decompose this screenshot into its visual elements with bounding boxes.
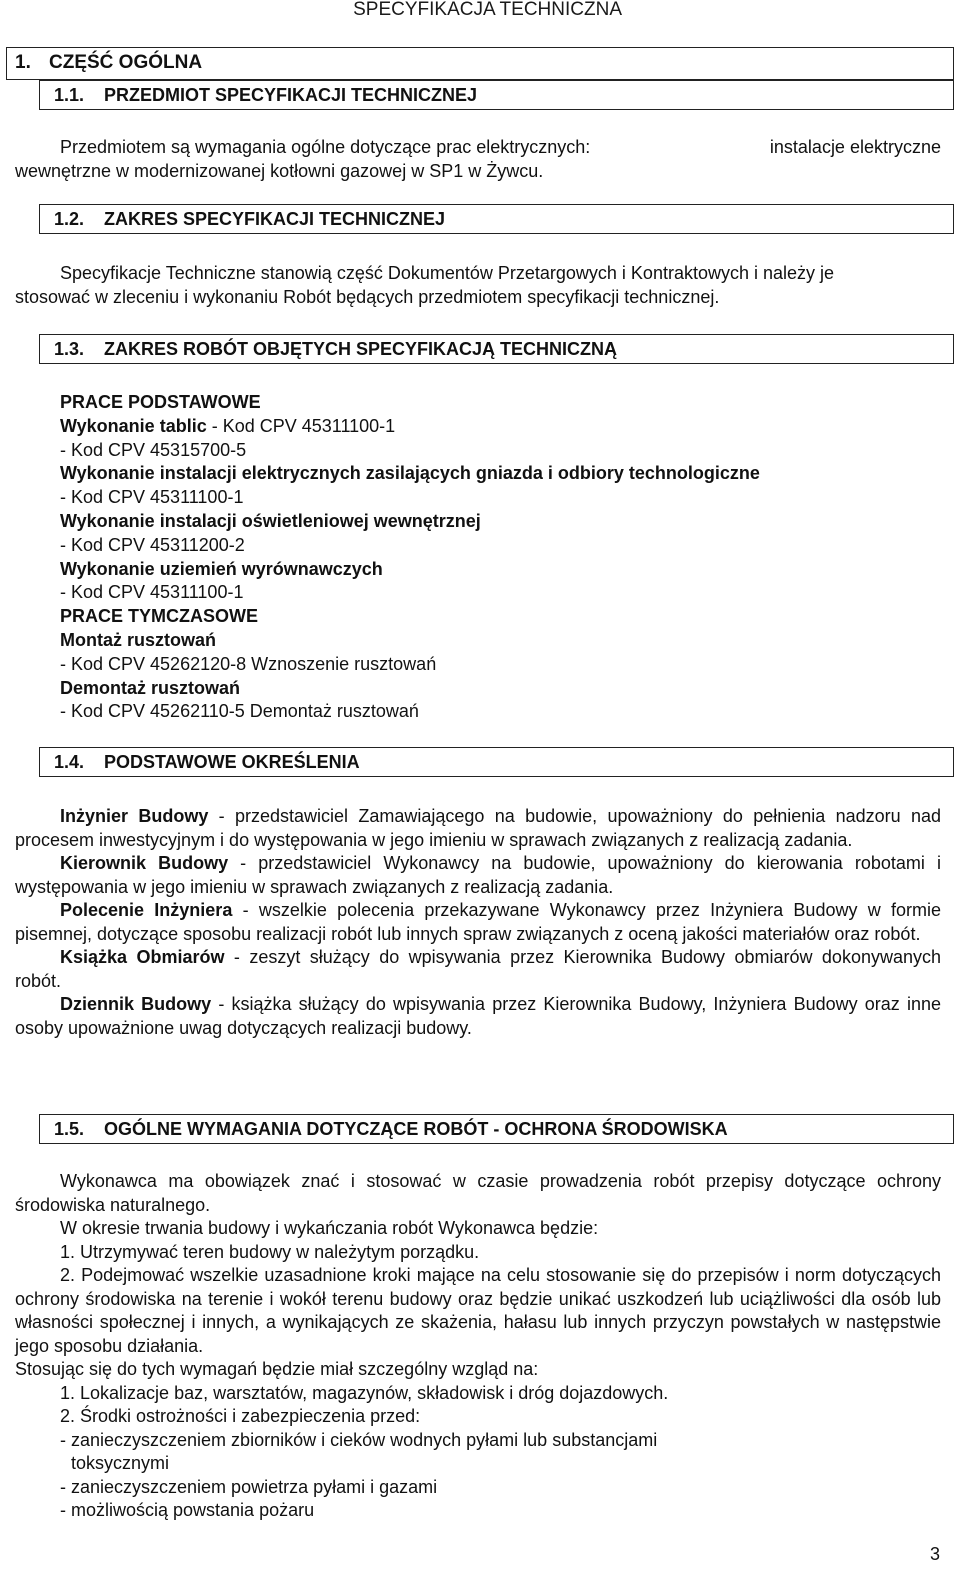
definition-3	[15, 899, 941, 946]
section-1-1-number: 1.1.	[54, 85, 85, 105]
item-4-code: - Kod CPV 45311100-1	[60, 582, 244, 603]
page-header-title: SPECYFIKACJA TECHNICZNA	[353, 0, 622, 20]
definition-1-text: - przedstawiciel Zamawiającego na budowie, upoważniony do pełnienia nadzoru nad procesem inwestycyjnym i do występowania w jego imieniu w sprawach związanych z realizacją zadania.	[15, 806, 942, 850]
item-6-code: - Kod CPV 45262110-5 Demontaż rusztowań	[60, 701, 419, 722]
env-paragraph-3: Stosując się do tych wymagań będzie miał szczególny wzgląd na:	[15, 1359, 539, 1379]
env-list-item-2: 2. Podejmować wszelkie uzasadnione kroki mające na celu stosowanie się do przepisów i norm dotyczących ochrony środowiska na terenie i wokół terenu budowy oraz będzie unikać uszkodzeń lub uciążliwości dla osób lub własności społecznej i innych, a wynikających ze skażenia, hałasu lub innych przyczyn powstałych w następstwie jego sposobu działania.	[15, 1265, 941, 1356]
section-1-1-heading-box	[39, 80, 954, 110]
env-paragraph-2: W okresie trwania budowy i wykańczania robót Wykonawca będzie:	[60, 1218, 599, 1238]
item-2-code: - Kod CPV 45311100-1	[60, 487, 244, 508]
env-subitem-1: - zanieczyszczeniem zbiorników i cieków wodnych pyłami lub substancjami	[60, 1429, 658, 1450]
definition-3-term: Polecenie Inżyniera	[60, 900, 233, 920]
item-2-bold: Wykonanie instalacji elektrycznych zasilających gniazda i odbiory technologiczne	[60, 463, 760, 484]
env-consideration-1: 1. Lokalizacje baz, warsztatów, magazynów, składowisk i dróg dojazdowych.	[60, 1382, 669, 1403]
item-6-bold: Demontaż rusztowań	[60, 677, 241, 698]
section-1-5-body	[15, 1170, 941, 1523]
env-list-item-1: 1. Utrzymywać teren budowy w należytym porządku.	[60, 1241, 480, 1262]
section-1-1-body	[15, 136, 941, 183]
section-1-4-body	[15, 805, 941, 1040]
item-1-bold: Wykonanie tablic	[60, 415, 207, 436]
section-1-1-text-part1: Przedmiotem są wymagania ogólne dotyczące prac elektrycznych:	[60, 137, 591, 157]
item-5-bold: Montaż rusztowań	[60, 629, 216, 650]
section-1-3-number: 1.3.	[54, 339, 85, 359]
definition-5-text: - książka służący do wpisywania przez Kierownika Budowy, Inżyniera Budowy oraz inne osoby upoważnione uwag dotyczących realizacji budowy.	[15, 994, 941, 1038]
section-1-5-heading-box	[39, 1114, 954, 1144]
section-1-2-body	[15, 262, 941, 309]
definition-2-text: - przedstawiciel Wykonawcy na budowie, upoważniony do kierowania robotami i występowania w jego imieniu w sprawach związanych z realizacją zadania.	[15, 853, 942, 897]
section-1-3-body	[15, 391, 960, 724]
section-1-1-text-part2: instalacje elektryczne	[769, 137, 941, 157]
section-1-number: 1.	[15, 52, 31, 73]
definition-2-term: Kierownik Budowy	[60, 853, 229, 873]
item-4-bold: Wykonanie uziemień wyrównawczych	[60, 558, 383, 579]
section-1-2-text-line1: Specyfikacje Techniczne stanowią część Dokumentów Przetargowych i Kontraktowych i należy je	[60, 263, 835, 283]
page-number: 3	[929, 1544, 940, 1564]
env-paragraph-1: Wykonawca ma obowiązek znać i stosować w czasie prowadzenia robót przepisy dotyczące ochrony środowiska naturalnego.	[15, 1171, 941, 1215]
definition-5-term: Dziennik Budowy	[60, 994, 212, 1014]
env-consideration-2: 2. Środki ostrożności i zabezpieczenia przed:	[60, 1406, 421, 1426]
section-1-2-number: 1.2.	[54, 209, 85, 229]
section-1-title: CZĘŚĆ OGÓLNA	[49, 52, 203, 73]
definition-4-term: Książka Obmiarów	[60, 947, 225, 967]
section-1-5-title: OGÓLNE WYMAGANIA DOTYCZĄCE ROBÓT - OCHRONA ŚRODOWISKA	[104, 1119, 728, 1139]
definition-2	[15, 852, 941, 899]
section-1-1-text-line2: wewnętrzne w modernizowanej kotłowni gazowej w SP1 w Żywcu.	[15, 160, 544, 181]
heading-basic-works: PRACE PODSTAWOWE	[60, 392, 261, 412]
section-1-3-title: ZAKRES ROBÓT OBJĘTYCH SPECYFIKACJĄ TECHNICZNĄ	[104, 339, 618, 359]
section-1-1-title: PRZEDMIOT SPECYFIKACJI TECHNICZNEJ	[104, 85, 478, 105]
section-1-4-number: 1.4.	[54, 752, 85, 772]
section-1-heading-box	[6, 47, 954, 80]
definition-3-text: - wszelkie polecenia przekazywane Wykonawcy przez Inżyniera Budowy w formie pisemnej, dotyczące sposobu realizacji robót lub innych spraw związanych z oceną jakości materiałów oraz robót.	[15, 900, 941, 944]
definition-4	[15, 946, 941, 993]
section-1-5-number: 1.5.	[54, 1119, 85, 1139]
section-1-3-heading-box	[39, 334, 954, 364]
section-1-4-heading-box	[39, 747, 954, 777]
section-1-2-text-line2: stosować w zleceniu i wykonaniu Robót będących przedmiotem specyfikacji technicznej.	[15, 286, 720, 307]
env-subitem-1-continued: toksycznymi	[71, 1453, 170, 1473]
definition-5	[15, 993, 941, 1040]
section-1-2-heading-box	[39, 204, 954, 234]
heading-temporary-works: PRACE TYMCZASOWE	[60, 606, 258, 627]
item-5-code: - Kod CPV 45262120-8 Wznoszenie rusztowań	[60, 653, 437, 674]
section-1-4-title: PODSTAWOWE OKREŚLENIA	[104, 752, 360, 772]
definition-1	[15, 805, 941, 852]
definition-1-term: Inżynier Budowy	[60, 806, 209, 826]
item-1-code: - Kod CPV 45311100-1	[206, 415, 396, 436]
item-3-bold: Wykonanie instalacji oświetleniowej wewnętrznej	[60, 510, 481, 531]
env-subitem-2: - zanieczyszczeniem powietrza pyłami i gazami	[60, 1476, 438, 1497]
section-1-2-title: ZAKRES SPECYFIKACJI TECHNICZNEJ	[104, 209, 446, 229]
env-subitem-3: - możliwością powstania pożaru	[60, 1500, 315, 1520]
item-1-extra-code: - Kod CPV 45315700-5	[60, 439, 247, 460]
definition-4-text: - zeszyt służący do wpisywania przez Kierownika Budowy obmiarów dokonywanych robót.	[15, 947, 941, 991]
item-3-code: - Kod CPV 45311200-2	[60, 534, 245, 555]
